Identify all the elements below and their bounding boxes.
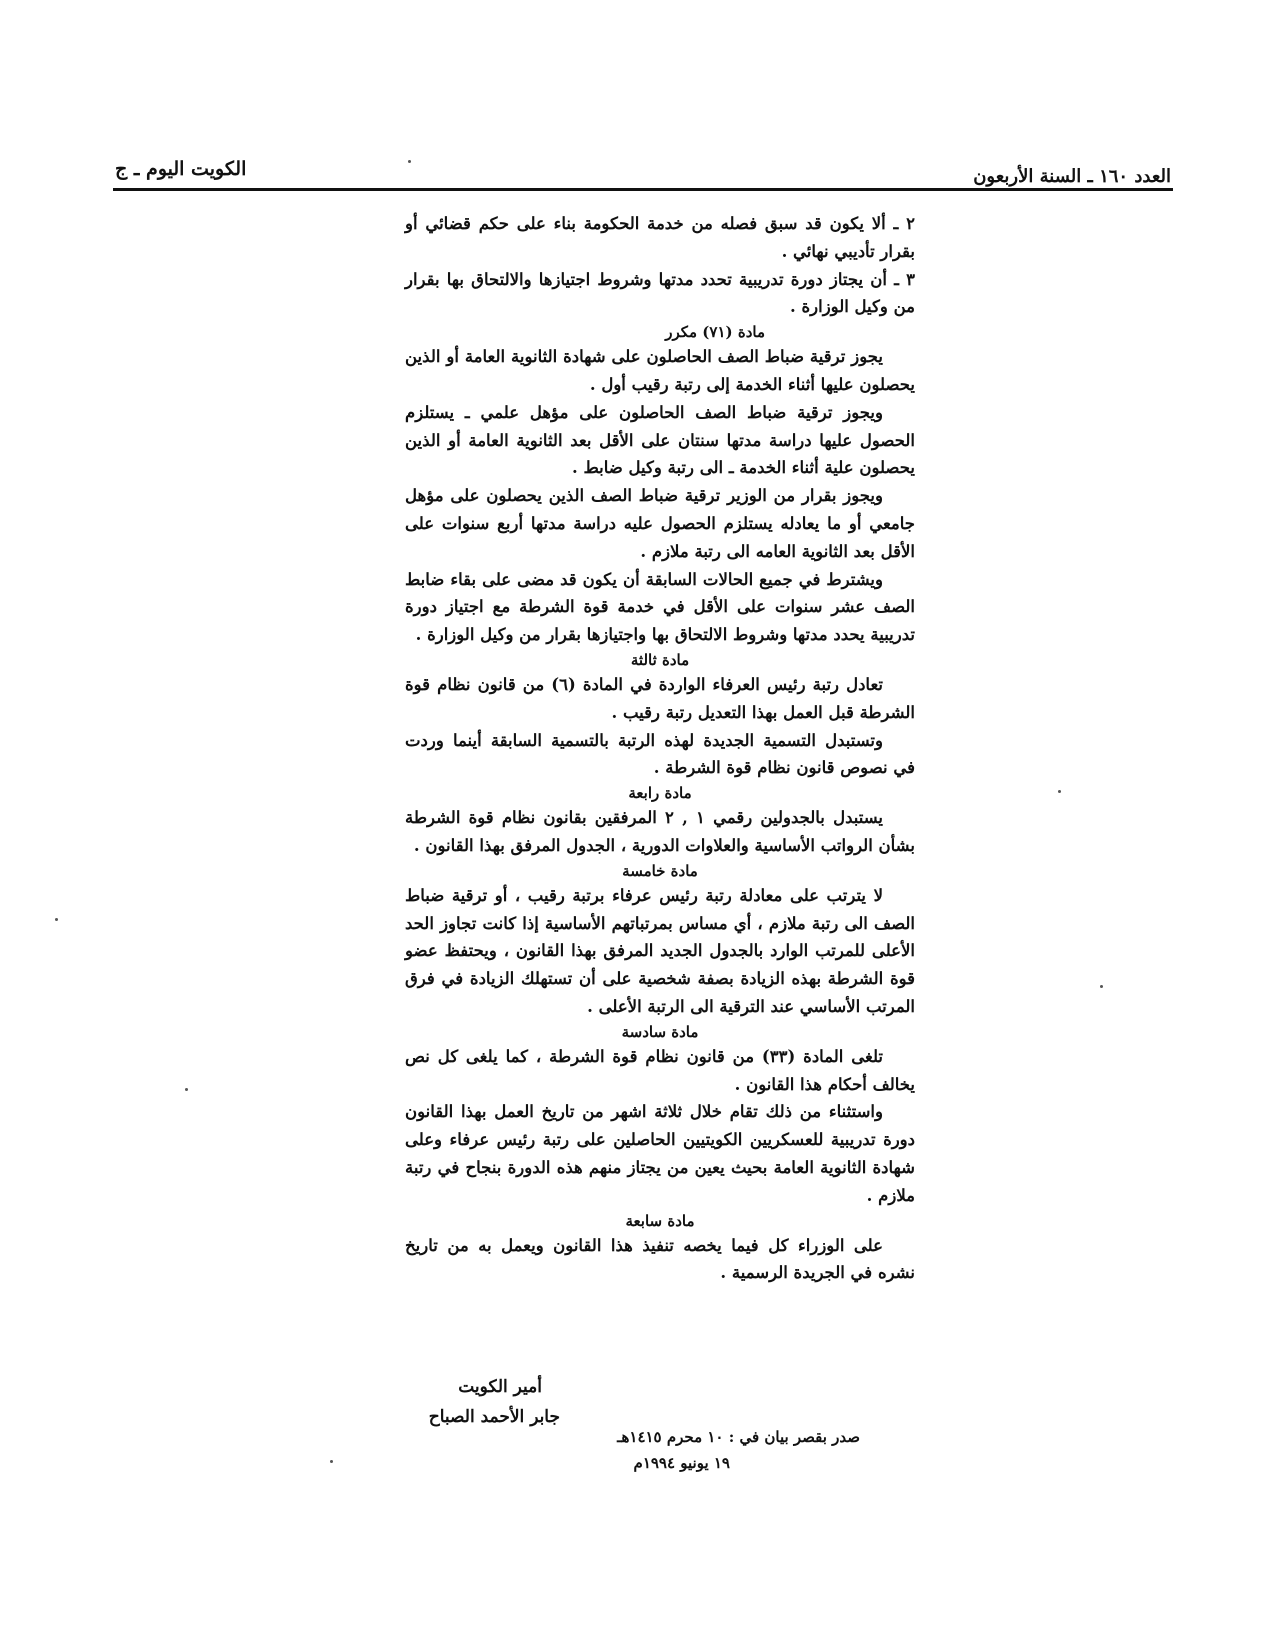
article-71-paragraph-1: يجوز ترقية ضباط الصف الحاصلون على شهادة الثانوية العامة أو الذين يحصلون عليها أثناء الخدمة إلى رتبة رقيب أول . — [405, 347, 915, 394]
article-3-paragraph-1: تعادل رتبة رئيس العرفاء الواردة في المادة (٦) من قانون نظام قوة الشرطة قبل العمل بهذا التعديل رتبة رقيب . — [405, 674, 915, 722]
article-3-paragraph-2: وتستبدل التسمية الجديدة لهذه الرتبة بالتسمية السابقة أينما وردت في نصوص قانون نظام قوة الشرطة . — [405, 730, 915, 778]
article-7-paragraph-1: على الوزراء كل فيما يخصه تنفيذ هذا القانون ويعمل به من تاريخ نشره في الجريدة الرسمية . — [405, 1235, 915, 1283]
article-6-paragraph-2: واستثناء من ذلك تقام خلال ثلاثة اشهر من تاريخ العمل بهذا القانون دورة تدريبية للعسكريين الكويتيين الحاصلين على رتبة رئيس عرفاء وعلى شهادة الثانوية العامة بحيث يعين من يجتاز منهم هذه الدورة بنجاح في رتبة ملازم . — [405, 1102, 915, 1205]
article-5-heading: مادة خامسة — [622, 861, 698, 880]
article-4-paragraph-1: يستبدل بالجدولين رقمي ١ , ٢ المرفقين بقانون نظام قوة الشرطة بشأن الرواتب الأساسية والعلاوات الدورية ، الجدول المرفق بهذا القانون . — [405, 808, 915, 855]
article-71-heading: مادة (٧١) مكرر — [665, 323, 765, 342]
signatory-title: أمير الكويت — [458, 1377, 542, 1397]
scan-speck — [1058, 790, 1061, 793]
article-71-paragraph-2: ويجوز ترقية ضباط الصف الحاصلون على مؤهل علمي ـ يستلزم الحصول عليها دراسة مدتها سنتان على الأقل بعد الثانوية العامة أو الذين يحصلون علية أثناء الخدمة ـ الى رتبة وكيل ضابط . — [405, 402, 915, 478]
law-text-column — [405, 210, 915, 1287]
scan-speck — [408, 160, 411, 163]
signatory-name: جابر الأحمد الصباح — [428, 1407, 560, 1427]
scan-speck — [1100, 985, 1103, 988]
condition-item-3: ٣ ـ أن يجتاز دورة تدريبية تحدد مدتها وشروط اجتيازها والالتحاق بها بقرار من وكيل الوزارة . — [405, 269, 915, 317]
scan-speck — [55, 918, 58, 921]
issue-date-hijri: صدر بقصر بيان في : ١٠ محرم ١٤١٥هـ — [617, 1428, 860, 1446]
article-6-heading: مادة سادسة — [621, 1022, 699, 1041]
article-7-heading: مادة سابعة — [625, 1211, 695, 1230]
signature-block — [380, 1372, 560, 1432]
article-4-heading: مادة رابعة — [628, 784, 692, 803]
condition-item-2: ٢ ـ ألا يكون قد سبق فصله من خدمة الحكومة بناء على حكم قضائي أو بقرار تأديبي نهائي . — [405, 214, 915, 261]
newspaper-name: الكويت اليوم ـ ج — [115, 158, 247, 180]
article-5-paragraph-1: لا يترتب على معادلة رتبة رئيس عرفاء برتبة رقيب ، أو ترقية ضباط الصف الى رتبة ملازم ، أي مساس بمرتباتهم الأساسية إذا كانت تجاوز الحد الأعلى للمرتب الوارد بالجدول الجديد المرفق بهذا القانون ، ويحتفظ عضو قوة الشرطة بهذه الزيادة بصفة شخصية على أن تستهلك الزيادة في فرق المرتب الأساسي عند الترقية الى الرتبة الأعلى . — [405, 885, 915, 1016]
article-6-paragraph-1: تلغى المادة (٣٣) من قانون نظام قوة الشرطة ، كما يلغى كل نص يخالف أحكام هذا القانون . — [405, 1046, 915, 1094]
issue-date-block — [600, 1424, 860, 1476]
issue-number: العدد ١٦٠ ـ السنة الأربعون — [973, 166, 1171, 187]
article-71-paragraph-3: ويجوز بقرار من الوزير ترقية ضباط الصف الذين يحصلون على مؤهل جامعي أو ما يعادله يستلزم الحصول عليه دراسة مدتها أربع سنوات على الأقل بعد الثانوية العامه الى رتبة ملازم . — [405, 486, 915, 561]
scan-speck — [330, 1460, 333, 1463]
article-71-paragraph-4: ويشترط في جميع الحالات السابقة أن يكون قد مضى على بقاء ضابط الصف عشر سنوات على الأقل في خدمة قوة الشرطة مع اجتياز دورة تدريبية يحدد مدتها وشروط الالتحاق بها واجتيازها بقرار من وكيل الوزارة . — [405, 569, 915, 645]
article-3-heading: مادة ثالثة — [630, 650, 690, 669]
issue-date-gregorian: ١٩ يونيو ١٩٩٤م — [633, 1454, 730, 1472]
scan-speck — [185, 1088, 188, 1091]
header-rule — [113, 188, 1173, 191]
